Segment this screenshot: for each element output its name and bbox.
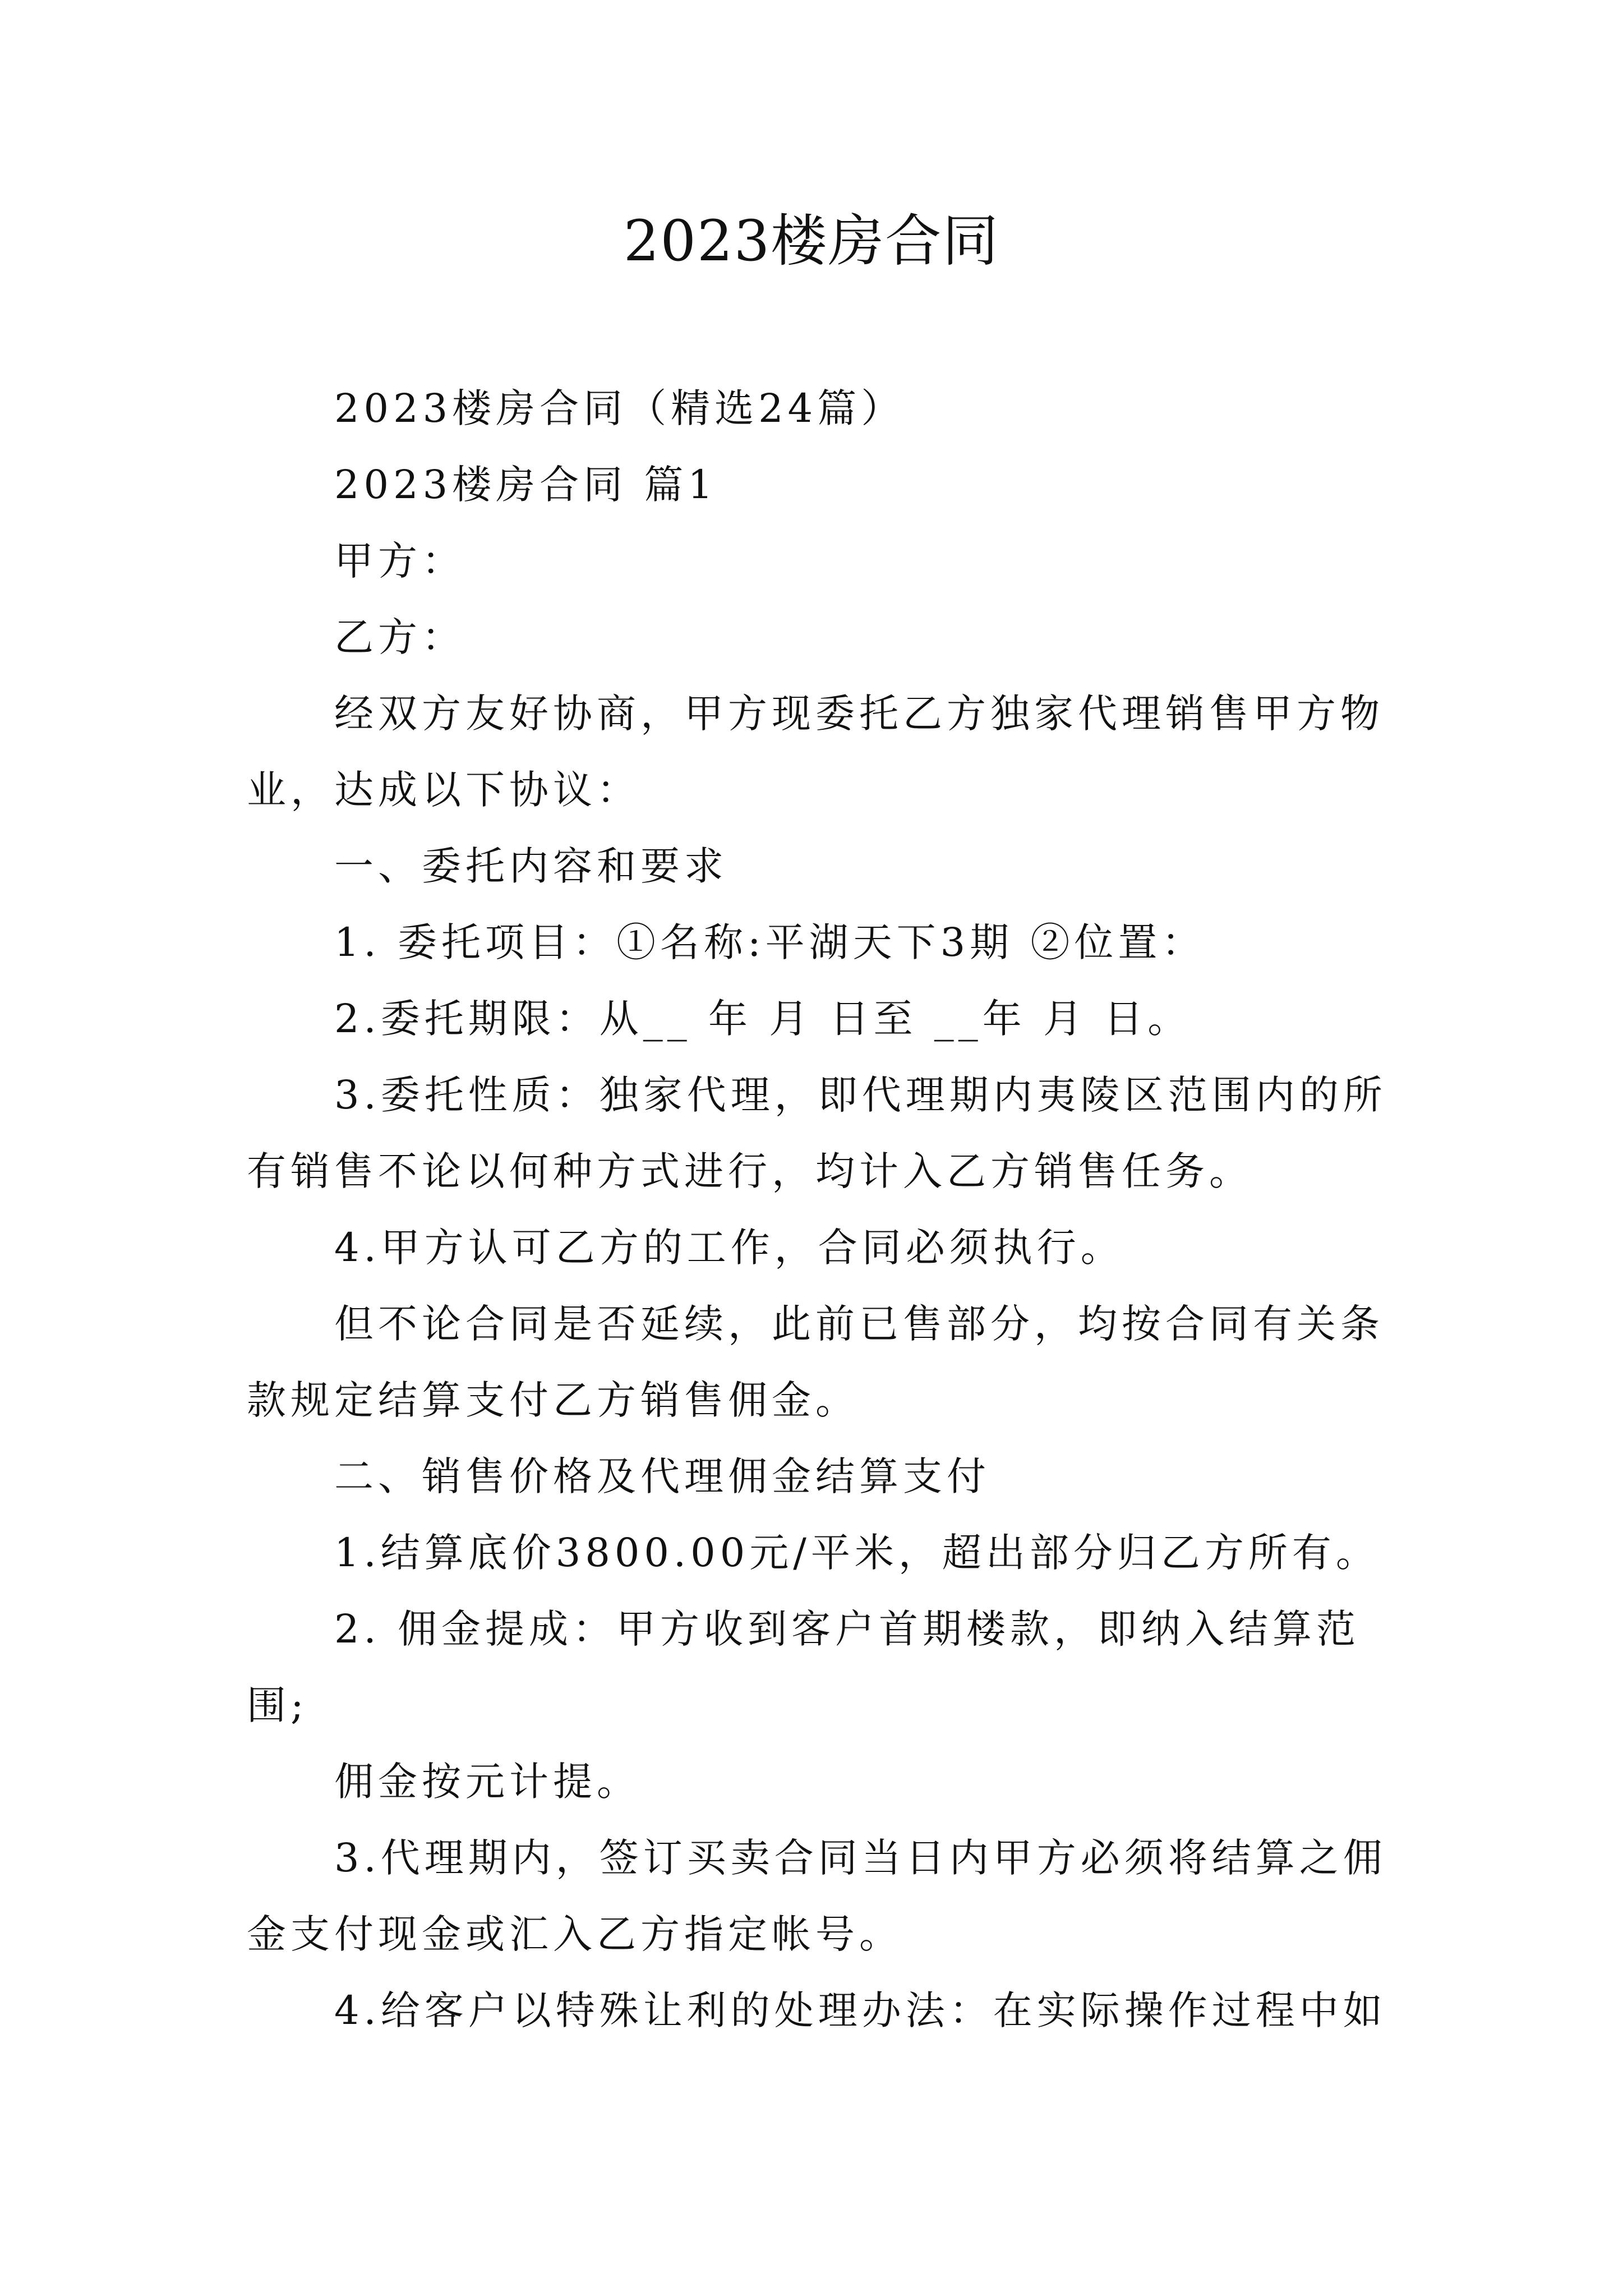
paragraph: 经双方友好协商，甲方现委托乙方独家代理销售甲方物业，达成以下协议： <box>247 691 1384 813</box>
document-body <box>247 370 1391 2049</box>
paragraph: 甲方： <box>334 538 465 584</box>
document-title: 2023楼房合同 <box>623 208 1000 274</box>
paragraph: 1.结算底价3800.00元/平米，超出部分归乙方所有。 <box>334 1530 1380 1576</box>
paragraph: 4.甲方认可乙方的工作，合同必须执行。 <box>334 1225 1124 1271</box>
paragraph: 一、委托内容和要求 <box>334 843 728 889</box>
paragraph: 佣金按元计提。 <box>334 1759 640 1805</box>
paragraph: 2023楼房合同（精选24篇） <box>334 385 905 431</box>
paragraph: 2.委托期限：从__ 年 月 日至 __年 月 日。 <box>334 996 1192 1042</box>
paragraph: 乙方： <box>334 614 465 660</box>
paragraph: 2023楼房合同 篇1 <box>334 462 717 508</box>
paragraph: 2. 佣金提成：甲方收到客户首期楼款，即纳入结算范围; <box>247 1606 1361 1728</box>
paragraph: 二、销售价格及代理佣金结算支付 <box>334 1453 990 1499</box>
paragraph: 但不论合同是否延续，此前已售部分，均按合同有关条款规定结算支付乙方销售佣金。 <box>247 1301 1384 1423</box>
paragraph: 1. 委托项目：①名称:平湖天下3期 ②位置： <box>334 919 1206 965</box>
paragraph: 3.代理期内，签订买卖合同当日内甲方必须将结算之佣金支付现金或汇入乙方指定帐号。 <box>247 1835 1387 1957</box>
paragraph: 4.给客户以特殊让利的处理办法：在实际操作过程中如 <box>334 1987 1387 2033</box>
paragraph: 3.委托性质：独家代理，即代理期内夷陵区范围内的所有销售不论以何种方式进行，均计入乙方销售任务。 <box>247 1072 1387 1194</box>
